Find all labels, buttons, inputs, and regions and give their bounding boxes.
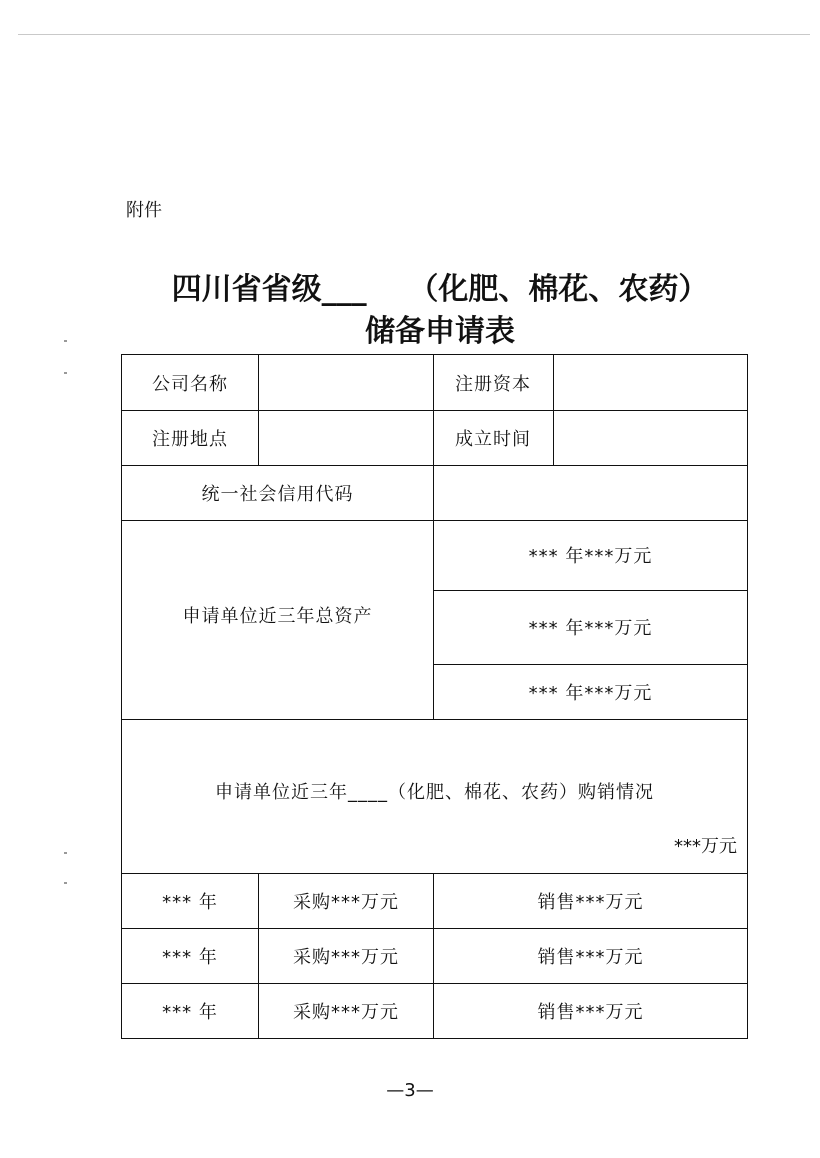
purchase-cell[interactable]: 采购***万元	[293, 946, 399, 968]
sales-cell[interactable]: 销售***万元	[537, 946, 644, 968]
sales-cell[interactable]: 销售***万元	[537, 1001, 644, 1023]
sales-section-label: 申请单位近三年____（化肥、棉花、农药）购销情况	[215, 782, 654, 803]
purchase-cell[interactable]: 采购***万元	[293, 1001, 399, 1023]
scan-mark	[64, 340, 67, 342]
scan-mark	[64, 372, 67, 374]
attachment-label: 附件	[126, 200, 162, 221]
registered-address-field[interactable]	[259, 410, 433, 465]
company-name-field[interactable]	[259, 355, 433, 410]
established-date-field[interactable]	[554, 410, 747, 465]
purchase-cell[interactable]: 采购***万元	[293, 891, 399, 913]
document-title	[120, 270, 760, 352]
total-assets-value[interactable]: *** 年***万元	[528, 682, 653, 704]
total-assets-value[interactable]: *** 年***万元	[528, 546, 653, 567]
scan-mark	[64, 852, 67, 854]
credit-code-label: 统一社会信用代码	[201, 483, 354, 505]
sales-cell[interactable]: 销售***万元	[537, 891, 644, 913]
scan-mark	[64, 882, 67, 884]
title-line-2: 储备申请表	[365, 314, 515, 349]
total-assets-value[interactable]: *** 年***万元	[528, 618, 653, 639]
established-date-label: 成立时间	[455, 428, 531, 450]
total-assets-label: 申请单位近三年总资产	[182, 605, 373, 627]
title-line-1: 四川省省级___ （化肥、棉花、农药）	[171, 272, 709, 307]
sales-total[interactable]: ***万元	[674, 836, 737, 857]
year-cell[interactable]: *** 年	[162, 891, 218, 913]
page-number: —3—	[386, 1080, 434, 1101]
company-name-label: 公司名称	[152, 373, 228, 395]
registered-capital-field[interactable]	[554, 355, 747, 410]
registered-address-label: 注册地点	[152, 428, 228, 450]
top-rule	[18, 34, 810, 35]
registered-capital-label: 注册资本	[455, 373, 531, 395]
application-form	[121, 354, 748, 1039]
credit-code-field[interactable]	[434, 465, 747, 520]
year-cell[interactable]: *** 年	[162, 1001, 218, 1023]
year-cell[interactable]: *** 年	[162, 946, 218, 968]
